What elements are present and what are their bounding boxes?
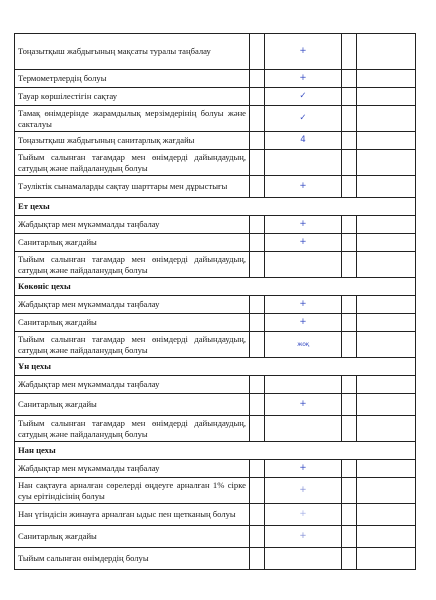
checklist-row bbox=[15, 376, 416, 394]
requirement-text: Тәуліктік сынамаларды сақтау шарттары мен дұрыстығы bbox=[15, 176, 250, 198]
section-header-row bbox=[15, 278, 416, 296]
empty-cell bbox=[357, 34, 416, 70]
checklist-row bbox=[15, 106, 416, 132]
section-title: Нан цехы bbox=[15, 442, 416, 460]
empty-cell bbox=[357, 234, 416, 252]
compliance-mark: + bbox=[265, 34, 342, 70]
empty-cell bbox=[250, 332, 265, 358]
empty-cell bbox=[342, 34, 357, 70]
requirement-text: Санитарлық жағдайы bbox=[15, 394, 250, 416]
section-title: Көкөніс цехы bbox=[15, 278, 416, 296]
empty-cell bbox=[342, 332, 357, 358]
empty-cell bbox=[342, 460, 357, 478]
checklist-row bbox=[15, 394, 416, 416]
checklist-row bbox=[15, 416, 416, 442]
empty-cell bbox=[342, 70, 357, 88]
empty-cell bbox=[342, 526, 357, 548]
empty-cell bbox=[357, 376, 416, 394]
checklist-row bbox=[15, 296, 416, 314]
compliance-mark bbox=[265, 376, 342, 394]
requirement-text: Санитарлық жағдайы bbox=[15, 526, 250, 548]
empty-cell bbox=[250, 314, 265, 332]
empty-cell bbox=[342, 88, 357, 106]
checklist-row bbox=[15, 216, 416, 234]
empty-cell bbox=[357, 106, 416, 132]
empty-cell bbox=[250, 376, 265, 394]
empty-cell bbox=[342, 150, 357, 176]
empty-cell bbox=[250, 416, 265, 442]
empty-cell bbox=[250, 526, 265, 548]
compliance-mark bbox=[265, 548, 342, 570]
compliance-mark bbox=[265, 150, 342, 176]
empty-cell bbox=[342, 252, 357, 278]
checklist-row bbox=[15, 460, 416, 478]
empty-cell bbox=[250, 88, 265, 106]
section-title: Ұн цехы bbox=[15, 358, 416, 376]
checklist-row bbox=[15, 252, 416, 278]
checklist-row bbox=[15, 234, 416, 252]
empty-cell bbox=[342, 416, 357, 442]
checklist-row bbox=[15, 526, 416, 548]
empty-cell bbox=[250, 106, 265, 132]
empty-cell bbox=[250, 394, 265, 416]
requirement-text: Тамақ өнімдерінде жарамдылық мерзімдерінің болуы және сакталуы bbox=[15, 106, 250, 132]
empty-cell bbox=[357, 88, 416, 106]
empty-cell bbox=[357, 216, 416, 234]
checklist-row bbox=[15, 150, 416, 176]
requirement-text: Жабдықтар мен мүкәммалды таңбалау bbox=[15, 216, 250, 234]
compliance-mark: жоқ bbox=[265, 332, 342, 358]
requirement-text: Тауар көршілестігін сақтау bbox=[15, 88, 250, 106]
empty-cell bbox=[250, 478, 265, 504]
empty-cell bbox=[357, 70, 416, 88]
requirement-text: Жабдықтар мен мүкәммалды таңбалау bbox=[15, 296, 250, 314]
requirement-text: Жабдықтар мен мүкәммалды таңбалау bbox=[15, 376, 250, 394]
empty-cell bbox=[357, 460, 416, 478]
checklist-row bbox=[15, 548, 416, 570]
compliance-mark bbox=[265, 252, 342, 278]
empty-cell bbox=[250, 460, 265, 478]
empty-cell bbox=[342, 504, 357, 526]
compliance-mark: + bbox=[265, 216, 342, 234]
checklist-row bbox=[15, 88, 416, 106]
empty-cell bbox=[357, 296, 416, 314]
requirement-text: Термометрлердің болуы bbox=[15, 70, 250, 88]
empty-cell bbox=[250, 504, 265, 526]
checklist-row bbox=[15, 34, 416, 70]
requirement-text: Тыйым салынған тағамдар мен өнімдерді дайындаудың, сатудың және пайдаланудың болуы bbox=[15, 150, 250, 176]
requirement-text: Нан сақтауға арналған сөрелерді өңдеуге арналған 1% сірке суы ерітіндісінің болуы bbox=[15, 478, 250, 504]
checklist-row bbox=[15, 332, 416, 358]
compliance-mark: + bbox=[265, 234, 342, 252]
empty-cell bbox=[357, 526, 416, 548]
empty-cell bbox=[342, 234, 357, 252]
empty-cell bbox=[250, 34, 265, 70]
empty-cell bbox=[250, 132, 265, 150]
requirement-text: Нан үгіндісін жинауға арналған ыдыс пен щетканың болуы bbox=[15, 504, 250, 526]
empty-cell bbox=[357, 176, 416, 198]
empty-cell bbox=[357, 332, 416, 358]
requirement-text: Санитарлық жағдайы bbox=[15, 234, 250, 252]
empty-cell bbox=[250, 548, 265, 570]
checklist-row bbox=[15, 478, 416, 504]
compliance-mark: + bbox=[265, 460, 342, 478]
section-header-row bbox=[15, 358, 416, 376]
compliance-mark: + bbox=[265, 70, 342, 88]
checklist-row bbox=[15, 314, 416, 332]
empty-cell bbox=[342, 314, 357, 332]
empty-cell bbox=[250, 150, 265, 176]
empty-cell bbox=[342, 216, 357, 234]
empty-cell bbox=[357, 150, 416, 176]
compliance-mark: + bbox=[265, 176, 342, 198]
empty-cell bbox=[357, 416, 416, 442]
checklist-row bbox=[15, 176, 416, 198]
compliance-mark: + bbox=[265, 478, 342, 504]
section-title: Ет цехы bbox=[15, 198, 416, 216]
compliance-mark: + bbox=[265, 314, 342, 332]
requirement-text: Санитарлық жағдайы bbox=[15, 314, 250, 332]
requirement-text: Тыйым салынған өнімдердің болуы bbox=[15, 548, 250, 570]
checklist-row bbox=[15, 132, 416, 150]
compliance-mark: 4 bbox=[265, 132, 342, 150]
empty-cell bbox=[342, 376, 357, 394]
requirement-text: Тыйым салынған тағамдар мен өнімдерді дайындаудың, сатудың және пайдаланудың болуы bbox=[15, 332, 250, 358]
compliance-mark bbox=[265, 416, 342, 442]
empty-cell bbox=[357, 314, 416, 332]
requirement-text: Тоңазытқыш жабдығының мақсаты туралы таңбалау bbox=[15, 34, 250, 70]
checklist-row bbox=[15, 70, 416, 88]
empty-cell bbox=[342, 106, 357, 132]
empty-cell bbox=[342, 132, 357, 150]
requirement-text: Тыйым салынған тағамдар мен өнімдерді дайындаудың, сатудың және пайдаланудың болуы bbox=[15, 416, 250, 442]
section-header-row bbox=[15, 442, 416, 460]
requirement-text: Тоңазытқыш жабдығының санитарлық жағдайы bbox=[15, 132, 250, 150]
compliance-mark: + bbox=[265, 394, 342, 416]
empty-cell bbox=[342, 548, 357, 570]
requirement-text: Жабдықтар мен мүкәммалды таңбалау bbox=[15, 460, 250, 478]
requirement-text: Тыйым салынған тағамдар мен өнімдерді дайындаудың, сатудың және пайдаланудың болуы bbox=[15, 252, 250, 278]
compliance-mark: + bbox=[265, 296, 342, 314]
checklist-row bbox=[15, 504, 416, 526]
empty-cell bbox=[357, 478, 416, 504]
empty-cell bbox=[342, 296, 357, 314]
inspection-checklist-table bbox=[14, 33, 416, 570]
empty-cell bbox=[250, 234, 265, 252]
empty-cell bbox=[250, 176, 265, 198]
empty-cell bbox=[342, 394, 357, 416]
compliance-mark: + bbox=[265, 526, 342, 548]
empty-cell bbox=[250, 296, 265, 314]
empty-cell bbox=[250, 216, 265, 234]
empty-cell bbox=[357, 504, 416, 526]
empty-cell bbox=[357, 394, 416, 416]
section-header-row bbox=[15, 198, 416, 216]
empty-cell bbox=[357, 252, 416, 278]
empty-cell bbox=[250, 252, 265, 278]
empty-cell bbox=[250, 70, 265, 88]
compliance-mark: ✓ bbox=[265, 88, 342, 106]
compliance-mark: ✓ bbox=[265, 106, 342, 132]
empty-cell bbox=[342, 478, 357, 504]
empty-cell bbox=[357, 548, 416, 570]
empty-cell bbox=[342, 176, 357, 198]
compliance-mark: + bbox=[265, 504, 342, 526]
empty-cell bbox=[357, 132, 416, 150]
